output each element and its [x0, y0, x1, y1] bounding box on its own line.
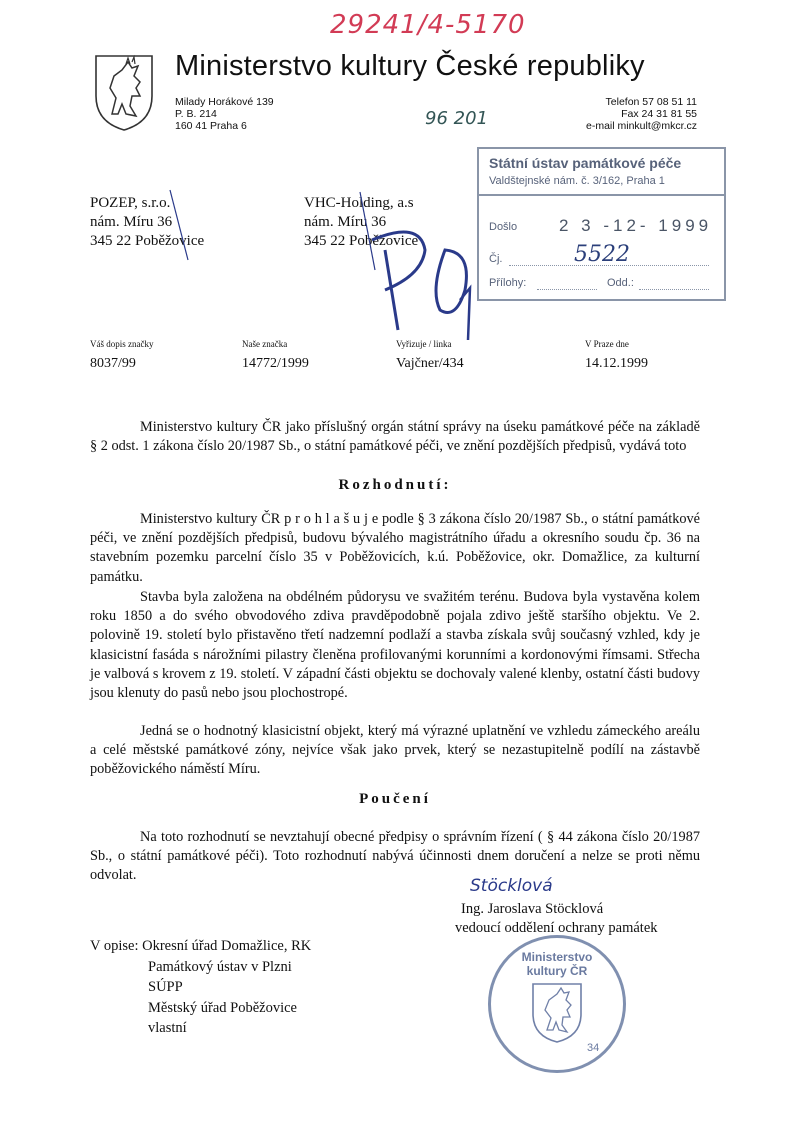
handwritten-po-mark: [160, 180, 490, 350]
recipient-city: 345 22 Poběžovice: [90, 233, 205, 249]
notice-paragraph: Na toto rozhodnutí se nevztahují obecné předpisy o správním řízení ( § 44 zákona číslo 20/1987 Sb., o státní památkové péči). Toto rozhodnutí nabývá účinnosti dnem doručení a nelze se proti němu odvolat.: [90, 829, 700, 884]
ministry-contacts: [586, 96, 697, 132]
signer-name: Ing. Jaroslava Stöcklová: [461, 901, 604, 917]
round-stamp-number: 34: [587, 1042, 600, 1054]
recipient-name: VHC-Holding, a.s: [304, 195, 414, 211]
our-ref-value: 14772/1999: [242, 356, 309, 371]
stamp-address: Valdštejnské nám. č. 3/162, Praha 1: [489, 175, 665, 187]
handled-by-value: Vajčner/434: [396, 356, 464, 371]
contact-line: Telefon 57 08 51 11: [605, 96, 697, 108]
stamp-dept-label: Odd.:: [607, 277, 634, 289]
address-line: Milady Horákové 139: [175, 96, 274, 108]
notice-heading: Poučení: [359, 791, 431, 807]
copy-item: Městský úřad Poběžovice: [148, 999, 297, 1016]
decision-paragraph: Stavba byla založena na obdélném půdorysu ve svažitém terénu. Budova byla vystavěna kolem roku 1850 a do svého obvodového zdiva pravděpodobně pojala zdivo ještě staršího objektu. Ve 2. polovině 19. století bylo přistavěno třetí nadzemní podlaží a stavba získala svůj současný vzhled, kdy je klasicistní fasáda s nárožními pilastry členěna profilovanými korunními a kordonovými římsami. Střecha je valbová s krovem z 19. století. V západní části objektu se dochovaly valené klenby, ostatní části budovy jsou klenuty do pasů nebo jsou plochostropé.: [90, 589, 700, 702]
stamp-ref-label: Čj.: [489, 253, 503, 265]
recipient-city: 345 22 Poběžovice: [304, 233, 419, 249]
lion-emblem-icon: [529, 980, 585, 1044]
copies-list: [90, 936, 311, 1039]
handwritten-signature: Stöcklová: [470, 876, 553, 896]
date-value: 14.12.1999: [585, 356, 648, 371]
decision-paragraph: Jedná se o hodnotný klasicistní objekt, který má výrazné uplatnění ve vzhledu zámeckého areálu a celé městské památkové zóny, nejvíce však jako prvek, který se nezastupitelně podílí na zástavbě poběžovického náměstí Míru.: [90, 723, 700, 778]
handwritten-pen-number: 96 201: [425, 108, 488, 129]
contact-line: e-mail minkult@mkcr.cz: [585, 120, 697, 132]
official-round-stamp: [488, 935, 626, 1073]
handled-by-label: Vyřizuje / linka: [396, 339, 452, 349]
ministry-title: Ministerstvo kultury České republiky: [175, 50, 645, 82]
stamp-institution: Státní ústav památkové péče: [489, 155, 682, 171]
contact-line: Fax 24 31 81 55: [621, 108, 697, 120]
intro-paragraph: Ministerstvo kultury ČR jako příslušný orgán státní správy na úseku památkové péče na základě § 2 odst. 1 zákona číslo 20/1987 Sb., o státní památkové péči, ve znění pozdějších předpisů, vydává toto: [90, 419, 700, 455]
recipient-name: POZEP, s.r.o.: [90, 195, 171, 211]
received-stamp: [477, 147, 726, 301]
copies-label: V opise:: [90, 938, 139, 954]
our-ref-label: Naše značka: [242, 339, 288, 349]
your-ref-label: Váš dopis značky: [90, 339, 154, 349]
round-stamp-text: Ministerstvo kultury ČR: [521, 950, 593, 978]
decision-paragraph: Ministerstvo kultury ČR p r o h l a š u j e podle § 3 zákona číslo 20/1987 Sb., o státní památkové péči, ve znění pozdějších předpisů, budovu bývalého magistrátního úřadu a okresního soudu čp. 36 na stavebním pozemku parcelní číslo 35 v Poběžovicích, k.ú. Poběžovice, okr. Domažlice, za kulturní památku.: [90, 511, 700, 585]
copy-item: Okresní úřad Domažlice, RK: [142, 938, 312, 954]
ministry-address: [175, 96, 274, 132]
copy-item: vlastní: [148, 1020, 187, 1037]
copy-item: Památkový ústav v Plzni: [148, 958, 292, 975]
recipient-street: nám. Míru 36: [90, 214, 173, 230]
address-line: P. B. 214: [175, 108, 217, 120]
recipient-street: nám. Míru 36: [304, 214, 387, 230]
date-label: V Praze dne: [585, 339, 629, 349]
decision-heading: Rozhodnutí:: [338, 477, 452, 493]
stamp-received-label: Došlo: [489, 221, 518, 233]
czech-lion-emblem: [92, 52, 156, 132]
copy-item: SÚPP: [148, 979, 183, 996]
signature-block: [455, 900, 658, 938]
stamp-ref-value: 5522: [574, 242, 630, 267]
address-line: 160 41 Praha 6: [175, 120, 247, 132]
stamp-attachments-label: Přílohy:: [489, 277, 527, 289]
signer-role: vedoucí oddělení ochrany památek: [455, 920, 658, 936]
your-ref-value: 8037/99: [90, 356, 136, 371]
handwritten-registration-number: 29241/4-5170: [330, 10, 526, 40]
stamp-received-date: 2 3 -12- 1999: [559, 216, 713, 235]
